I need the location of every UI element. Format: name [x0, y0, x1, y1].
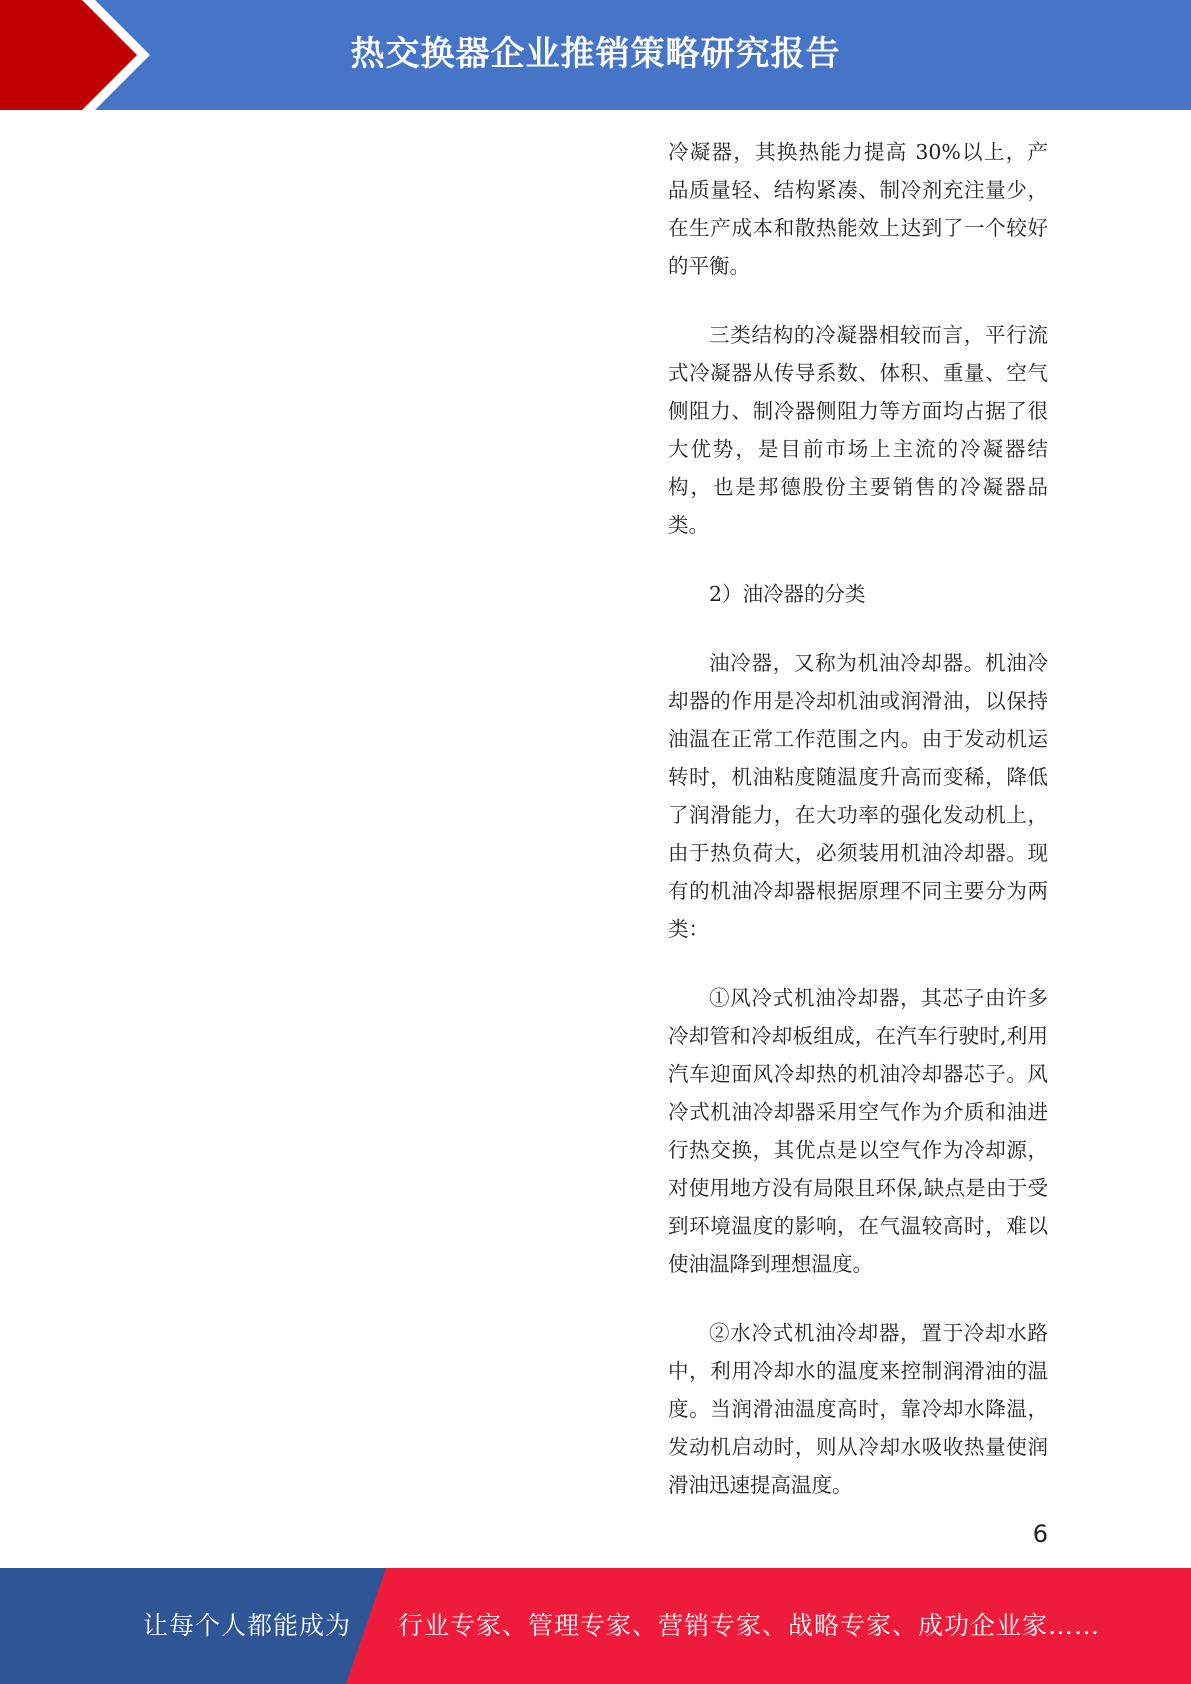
page-footer [0, 1568, 1191, 1684]
page-number: 6 [1032, 1520, 1048, 1548]
page-header [0, 0, 1191, 110]
paragraph-water-cooled: ②水冷式机油冷却器，置于冷却水路中，利用冷却水的温度来控制润滑油的温度。当润滑油温度高时，靠冷却水降温，发动机启动时，则从冷却水吸收热量使润滑油迅速提高温度。 [668, 1321, 1048, 1497]
footer-slogan-right: 行业专家、管理专家、营销专家、战略专家、成功企业家…… [398, 1611, 1101, 1640]
section-heading-oil-cooler: 2）油冷器的分类 [709, 582, 866, 606]
footer-slogan-left: 让每个人都能成为 [143, 1611, 352, 1640]
paragraph-air-cooled: ①风冷式机油冷却器，其芯子由许多冷却管和冷却板组成，在汽车行驶时,利用汽车迎面风冷却热的机油冷却器芯子。风冷式机油冷却器采用空气作为介质和油进行热交换，其优点是以空气作为冷却源，对使用地方没有局限且环保,缺点是由于受到环境温度的影响，在气温较高时，难以使油温降到理想温度。 [668, 986, 1048, 1276]
article-body [668, 133, 1048, 1535]
paragraph-oil-cooler-intro: 油冷器，又称为机油冷却器。机油冷却器的作用是冷却机油或润滑油，以保持油温在正常工作范围之内。由于发动机运转时，机油粘度随温度升高而变稀，降低了润滑能力，在大功率的强化发动机上，由于热负荷大，必须装用机油冷却器。现有的机油冷却器根据原理不同主要分为两类： [668, 651, 1048, 941]
page-title: 热交换器企业推销策略研究报告 [350, 34, 841, 74]
paragraph-condenser-comparison: 三类结构的冷凝器相较而言，平行流式冷凝器从传导系数、体积、重量、空气侧阻力、制冷器侧阻力等方面均占据了很大优势，是目前市场上主流的冷凝器结构，也是邦德股份主要销售的冷凝器品类。 [668, 323, 1048, 537]
paragraph-condenser-continued: 冷凝器，其换热能力提高 30%以上，产品质量轻、结构紧凑、制冷剂充注量少，在生产成本和散热能效上达到了一个较好的平衡。 [668, 140, 1048, 278]
